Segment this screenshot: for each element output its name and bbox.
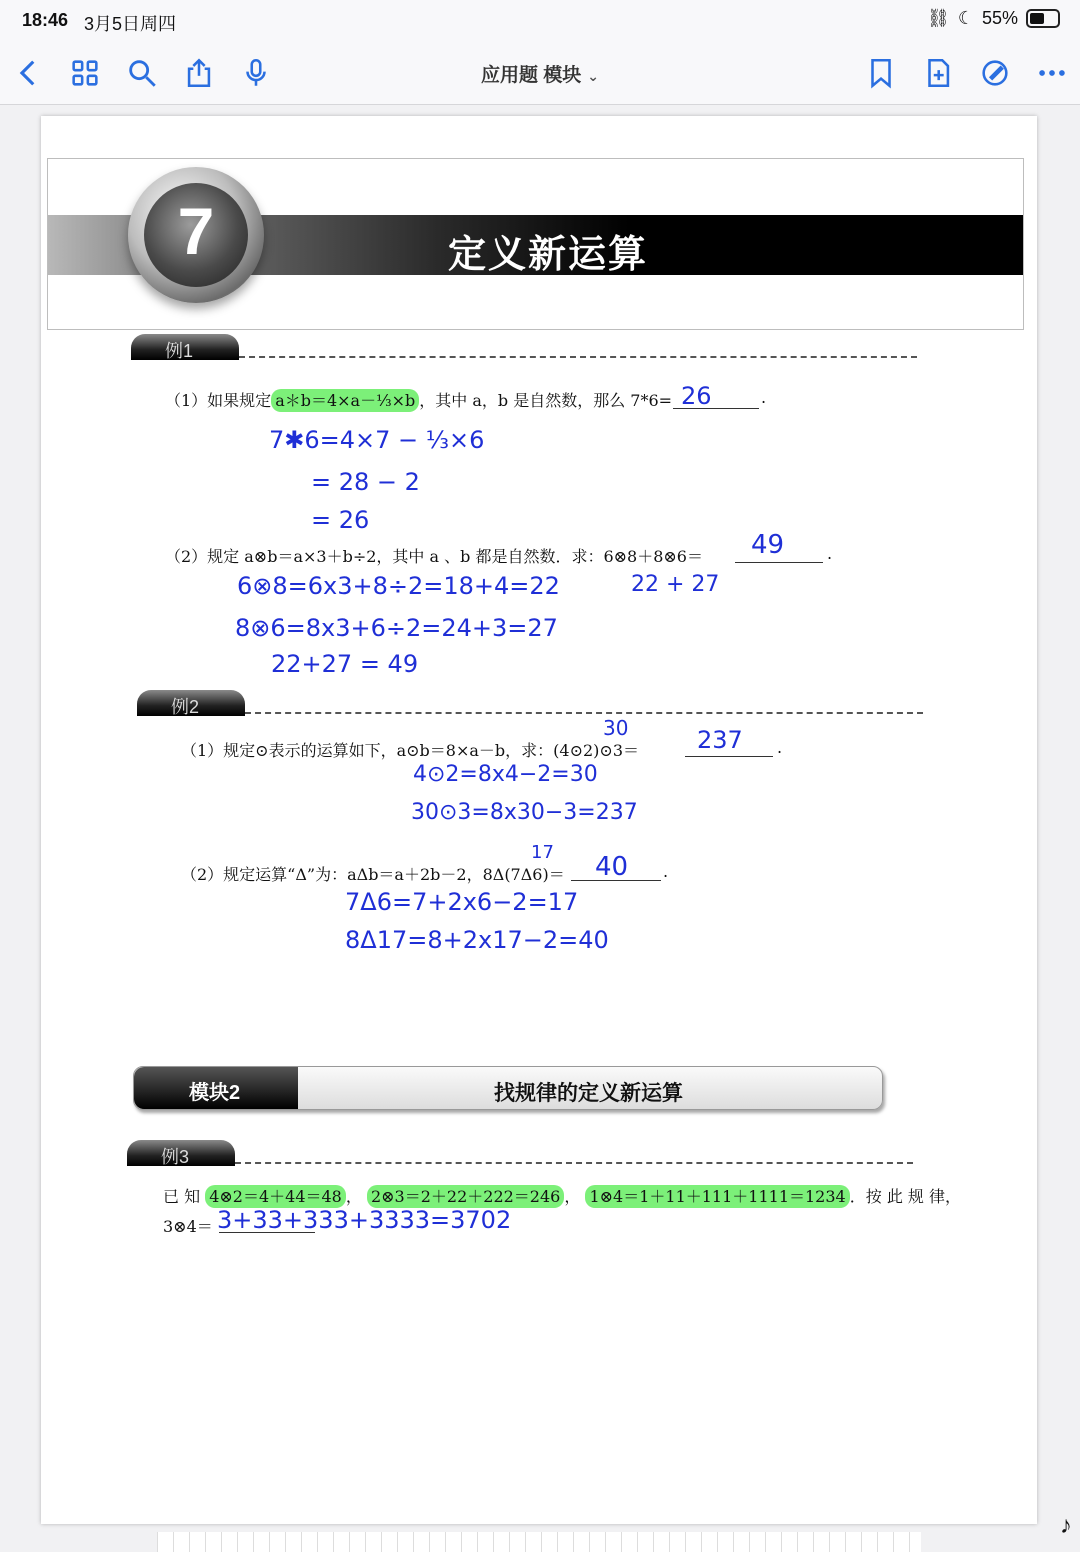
battery-percent: 55% bbox=[981, 8, 1018, 28]
handwritten-answer: 3+33+333+3333=3702 bbox=[217, 1206, 512, 1234]
status-date: 3月5日周四 bbox=[84, 14, 177, 34]
highlighted-formula: 2⊗3＝2＋22＋222＝246 bbox=[367, 1185, 564, 1208]
module-label: 模块2 bbox=[189, 1082, 241, 1104]
question-expression: 8Δ(7Δ6)＝ bbox=[482, 865, 565, 884]
handwritten-note: 17 bbox=[531, 842, 554, 863]
handwritten-work: = 26 bbox=[311, 506, 370, 534]
handwritten-work: 22+27 = 49 bbox=[271, 650, 419, 678]
chevron-down-icon: ⌄ bbox=[587, 68, 599, 84]
chapter-number: 7 bbox=[177, 194, 215, 268]
chapter-badge bbox=[128, 167, 264, 303]
highlighted-formula: 1⊗4＝1＋11＋111＋1111＝1234 bbox=[585, 1185, 849, 1208]
example-tab-shape bbox=[127, 1140, 235, 1166]
question-2-1 bbox=[181, 738, 639, 761]
question-3-ask bbox=[163, 1214, 213, 1237]
document-page[interactable] bbox=[41, 116, 1037, 1524]
question-text: ，其中 a，b 是自然数，那么 7*6= bbox=[419, 391, 673, 410]
question-text: ．按 此 规 律， bbox=[849, 1187, 961, 1206]
example-tab-shape bbox=[131, 334, 239, 360]
handwritten-work: 6⊗8=6x3+8÷2=18+4=22 bbox=[237, 572, 560, 600]
question-text: （1）规定⊙表示的运算如下，a⊙b＝8×a－b，求： bbox=[181, 741, 554, 760]
chapter-title: 定义新运算 bbox=[448, 231, 649, 276]
handwritten-answer: 49 bbox=[751, 530, 785, 560]
highlighted-formula: 4⊗2＝4＋44＝48 bbox=[205, 1185, 346, 1208]
chapter-badge-inner bbox=[144, 183, 248, 287]
handwritten-work: = 28 − 2 bbox=[311, 468, 420, 496]
scroll-indicator-icon: ♪ bbox=[1060, 1512, 1072, 1539]
example-label: 例2 bbox=[171, 697, 200, 717]
status-right bbox=[927, 8, 1060, 29]
question-expression: 3⊗4＝ bbox=[163, 1217, 213, 1236]
handwritten-answer: 26 bbox=[681, 382, 712, 410]
period: . bbox=[761, 388, 767, 407]
battery-fill bbox=[1030, 13, 1044, 24]
question-text: （1）如果规定 bbox=[165, 391, 272, 410]
handwritten-work: 7Δ6=7+2x6−2=17 bbox=[345, 888, 579, 916]
question-text: （2）规定运算“Δ”为：aΔb＝a＋2b－2， bbox=[181, 865, 483, 884]
handwritten-work: 8⊗6=8x3+6÷2=24+3=27 bbox=[235, 614, 558, 642]
status-time: 18:46 bbox=[22, 10, 69, 30]
module-title: 找规律的定义新运算 bbox=[494, 1082, 683, 1105]
next-page-edge bbox=[157, 1532, 921, 1552]
answer-blank bbox=[735, 562, 823, 563]
handwritten-note: 30 bbox=[603, 716, 629, 740]
handwritten-note: 22 + 27 bbox=[631, 572, 720, 597]
question-expression: (4⊙2)⊙3＝ bbox=[553, 741, 639, 760]
handwritten-answer: 40 bbox=[595, 852, 629, 882]
add-page-icon[interactable] bbox=[921, 56, 955, 90]
markup-pen-icon[interactable] bbox=[978, 56, 1012, 90]
link-icon: ⛓ bbox=[926, 8, 950, 28]
more-icon[interactable] bbox=[1035, 56, 1069, 90]
question-1-2 bbox=[165, 544, 703, 567]
dashed-divider bbox=[245, 712, 923, 714]
period: . bbox=[827, 544, 833, 563]
moon-icon: ☾ bbox=[957, 8, 974, 28]
answer-blank bbox=[685, 756, 773, 757]
handwritten-work: 7✱6=4×7 − ⅓×6 bbox=[269, 426, 485, 454]
handwritten-work: 8Δ17=8+2x17−2=40 bbox=[345, 926, 609, 954]
question-text: （2）规定 a⊗b＝a×3＋b÷2，其中 a 、b 都是自然数．求： bbox=[165, 547, 604, 566]
example-tab-shape bbox=[137, 690, 245, 716]
status-bar bbox=[0, 0, 1080, 42]
dashed-divider bbox=[239, 356, 917, 358]
question-expression: 6⊗8＋8⊗6＝ bbox=[603, 547, 703, 566]
question-2-2 bbox=[181, 862, 565, 885]
document-title[interactable] bbox=[0, 60, 1080, 87]
battery-icon bbox=[1026, 9, 1060, 28]
handwritten-work: 4⊙2=8x4−2=30 bbox=[413, 762, 598, 787]
question-text: 已 知 bbox=[163, 1187, 201, 1206]
highlighted-formula: a＊b＝4×a－⅓×b bbox=[271, 389, 419, 412]
dashed-divider bbox=[235, 1162, 913, 1164]
handwritten-answer: 237 bbox=[697, 726, 743, 754]
module-label-box bbox=[134, 1067, 298, 1109]
module-header bbox=[133, 1066, 883, 1110]
bookmark-icon[interactable] bbox=[864, 56, 898, 90]
period: . bbox=[663, 862, 669, 881]
app-toolbar bbox=[0, 42, 1080, 105]
handwritten-work: 30⊙3=8x30−3=237 bbox=[411, 800, 638, 825]
period: . bbox=[777, 738, 783, 757]
document-title-text: 应用题 模块 bbox=[480, 65, 582, 86]
chapter-header bbox=[47, 158, 1024, 330]
question-1-1 bbox=[165, 388, 672, 411]
question-3: 已 知 4⊗2＝4＋44＝48 ， 2⊗3＝2＋22＋222＝246 ， 1⊗4＝1＋11＋111＋1111＝1234 ．按 此 规 律， bbox=[163, 1187, 961, 1206]
example-label: 例3 bbox=[161, 1147, 190, 1167]
example-label: 例1 bbox=[165, 341, 194, 361]
